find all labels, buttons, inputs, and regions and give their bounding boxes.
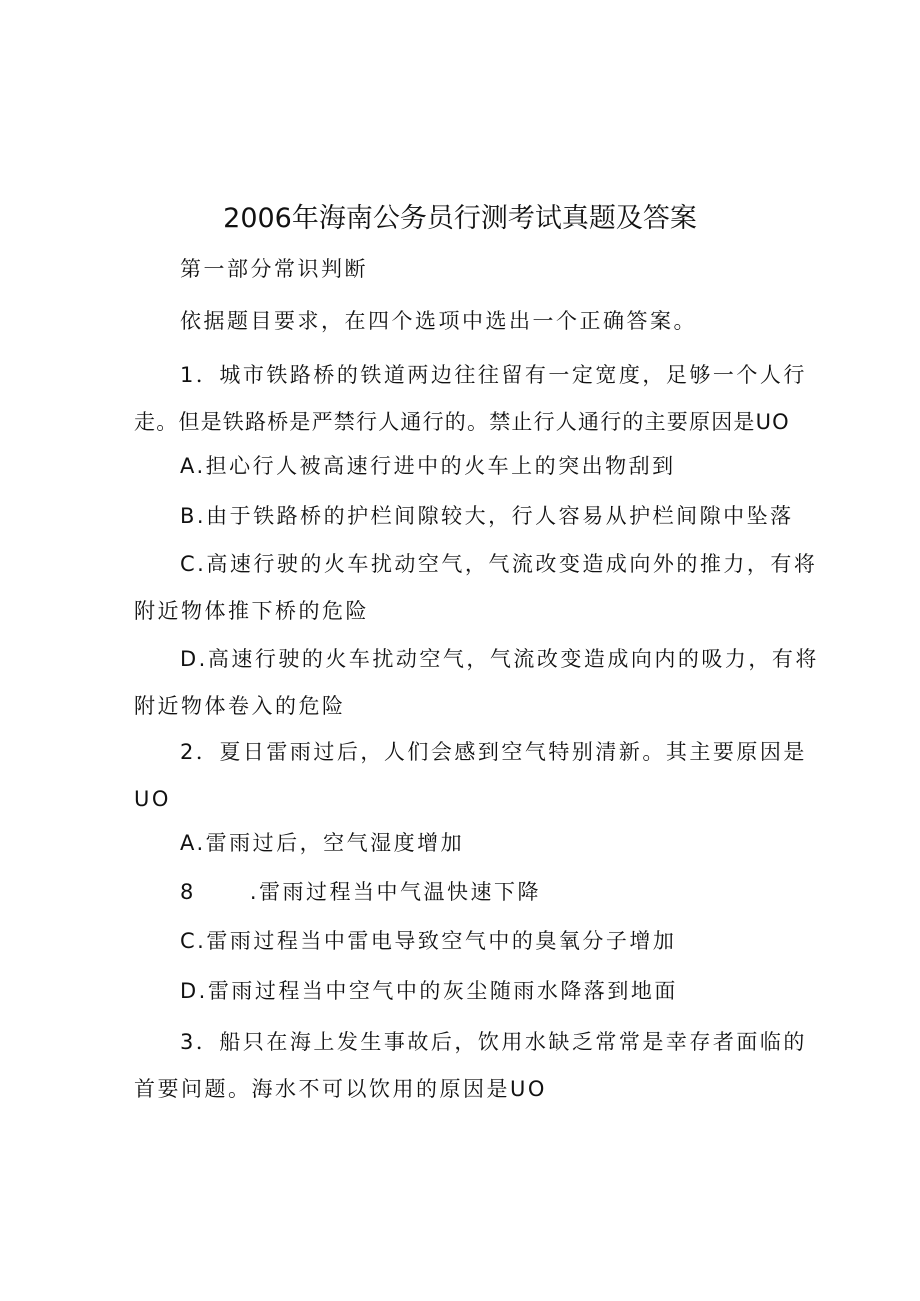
question-1-option-c bbox=[134, 541, 818, 635]
question-1-option-d-line-1: D.高速行驶的火车扰动空气，气流改变造成向内的吸力，有将 bbox=[180, 647, 819, 671]
question-2-option-b-text: .雷雨过程当中气温快速下降 bbox=[249, 880, 542, 904]
question-1-option-d-line-2: 附近物体卷入的危险 bbox=[134, 694, 346, 718]
question-2-option-a: A.雷雨过后，空气湿度增加 bbox=[180, 831, 465, 855]
question-2-option-b-number: 8 bbox=[180, 880, 196, 904]
question-1-option-a: A.担心行人被高速行进中的火车上的突出物刮到 bbox=[180, 454, 676, 478]
question-1-option-b: B.由于铁路桥的护栏间隙较大，行人容易从护栏间隙中坠落 bbox=[180, 504, 794, 528]
section-heading: 第一部分常识判断 bbox=[180, 257, 368, 281]
question-2 bbox=[134, 729, 807, 823]
question-1-line-2: 走。但是铁路桥是严禁行人通行的。禁止行人通行的主要原因是UO bbox=[134, 410, 790, 434]
question-1-option-c-line-1: C.高速行驶的火车扰动空气，气流改变造成向外的推力，有将 bbox=[180, 552, 818, 576]
question-2-option-d: D.雷雨过程当中空气中的灰尘随雨水降落到地面 bbox=[180, 979, 678, 1003]
question-2-line-1: 2．夏日雷雨过后，人们会感到空气特别清新。其主要原因是 bbox=[180, 740, 807, 764]
document-title: 2006年海南公务员行测考试真题及答案 bbox=[223, 203, 697, 234]
question-1 bbox=[134, 352, 807, 446]
question-1-option-d bbox=[134, 636, 819, 730]
question-2-line-2: UO bbox=[134, 787, 171, 811]
question-3 bbox=[134, 1019, 807, 1113]
question-2-option-c: C.雷雨过程当中雷电导致空气中的臭氧分子增加 bbox=[180, 929, 677, 953]
instruction-text: 依据题目要求，在四个选项中选出一个正确答案。 bbox=[180, 309, 697, 333]
question-1-line-1: 1．城市铁路桥的铁道两边往往留有一定宽度，足够一个人行 bbox=[180, 363, 807, 387]
question-2-option-b bbox=[134, 869, 842, 916]
question-1-option-c-line-2: 附近物体推下桥的危险 bbox=[134, 599, 369, 623]
question-3-line-1: 3．船只在海上发生事故后，饮用水缺乏常常是幸存者面临的 bbox=[180, 1030, 807, 1054]
question-3-line-2: 首要问题。海水不可以饮用的原因是UO bbox=[134, 1077, 547, 1101]
